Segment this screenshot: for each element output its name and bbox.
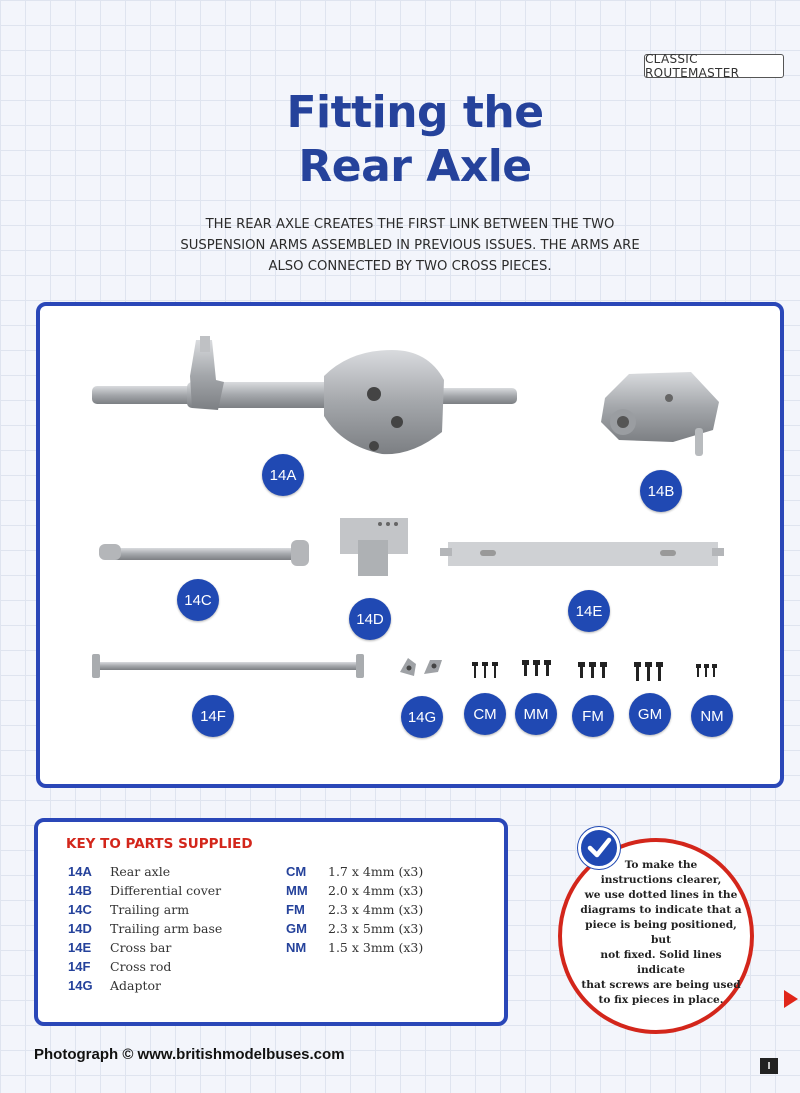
badge-14f: 14F [192, 695, 234, 737]
key-code: MM [286, 883, 308, 898]
note-text [578, 858, 744, 1008]
key-row [286, 862, 423, 881]
trailing-arm-image [95, 534, 315, 574]
note-line: diagrams to indicate that a [580, 904, 742, 916]
key-code: 14B [68, 883, 92, 898]
badge-14c: 14C [177, 579, 219, 621]
next-page-arrow-icon [784, 990, 798, 1008]
key-code: 14A [68, 864, 92, 879]
trailing-arm-base-image [336, 516, 414, 578]
key-row [286, 881, 423, 900]
badge-cm: CM [464, 693, 506, 735]
badge-14a: 14A [262, 454, 304, 496]
key-list-screws [286, 862, 423, 957]
key-row [68, 900, 222, 919]
note-line: not fixed. Solid lines indicate [600, 949, 722, 976]
parts-panel [36, 302, 784, 788]
note-line: that screws are being used [581, 979, 741, 991]
key-row [68, 976, 222, 995]
key-desc: Trailing arm [110, 902, 190, 917]
key-desc: 2.0 x 4mm (x3) [328, 883, 424, 898]
key-desc: Rear axle [110, 864, 171, 879]
key-row [68, 881, 222, 900]
rear-axle-image [92, 336, 522, 466]
intro-line-3: ALSO CONNECTED BY TWO CROSS PIECES. [268, 259, 552, 274]
cross-bar-image [440, 536, 726, 572]
key-desc: Differential cover [110, 883, 222, 898]
badge-14g: 14G [401, 696, 443, 738]
key-desc: Cross bar [110, 940, 172, 955]
key-desc: 2.3 x 5mm (x3) [328, 921, 424, 936]
title-line-2: Rear Axle [298, 141, 532, 192]
key-code: CM [286, 864, 307, 879]
key-row [286, 900, 423, 919]
key-desc: Adaptor [110, 978, 162, 993]
badge-gm: GM [629, 693, 671, 735]
key-code: 14D [68, 921, 92, 936]
note-line: we use dotted lines in the [584, 889, 738, 901]
key-code: 14G [68, 978, 93, 993]
adaptor-image [398, 656, 448, 678]
key-row [68, 957, 222, 976]
note-line: instructions clearer, [600, 874, 722, 886]
key-list-parts [68, 862, 222, 995]
badge-14b: 14B [640, 470, 682, 512]
key-panel [34, 818, 508, 1026]
title-line-1: Fitting the [286, 87, 544, 138]
key-heading: KEY TO PARTS SUPPLIED [66, 836, 253, 852]
key-desc: Cross rod [110, 959, 172, 974]
key-code: 14F [68, 959, 91, 974]
key-code: 14C [68, 902, 92, 917]
key-desc: Trailing arm base [110, 921, 223, 936]
differential-cover-image [595, 368, 725, 458]
screws-gm-image [632, 662, 666, 682]
key-row [68, 862, 222, 881]
note-line: piece is being positioned, but [585, 919, 737, 946]
badge-14d: 14D [349, 598, 391, 640]
badge-fm: FM [572, 695, 614, 737]
screws-mm-image [520, 660, 554, 678]
badge-mm: MM [515, 693, 557, 735]
key-code: FM [286, 902, 305, 917]
key-code: GM [286, 921, 307, 936]
series-tag: CLASSIC ROUTEMASTER [644, 54, 784, 78]
photo-credit: Photograph © www.britishmodelbuses.com [34, 1046, 345, 1063]
page-title [200, 86, 630, 194]
key-desc: 2.3 x 4mm (x3) [328, 902, 424, 917]
key-desc: 1.7 x 4mm (x3) [328, 864, 424, 879]
intro-line-1: THE REAR AXLE CREATES THE FIRST LINK BETWEEN THE TWO [205, 217, 615, 232]
intro-line-2: SUSPENSION ARMS ASSEMBLED IN PREVIOUS ISSUES. THE ARMS ARE [180, 238, 640, 253]
key-row [286, 919, 423, 938]
key-row [68, 938, 222, 957]
intro-text [170, 214, 650, 277]
key-code: 14E [68, 940, 92, 955]
badge-14e: 14E [568, 590, 610, 632]
note-line: to fix pieces in place. [598, 994, 724, 1006]
key-row [68, 919, 222, 938]
cross-rod-image [90, 652, 366, 680]
key-code: NM [286, 940, 307, 955]
screws-fm-image [576, 662, 610, 680]
badge-nm: NM [691, 695, 733, 737]
page-number: I [760, 1058, 778, 1074]
key-row [286, 938, 423, 957]
screws-nm-image [694, 664, 720, 678]
key-desc: 1.5 x 3mm (x3) [328, 940, 424, 955]
note-line: To make the [624, 859, 698, 871]
screws-cm-image [470, 662, 500, 680]
